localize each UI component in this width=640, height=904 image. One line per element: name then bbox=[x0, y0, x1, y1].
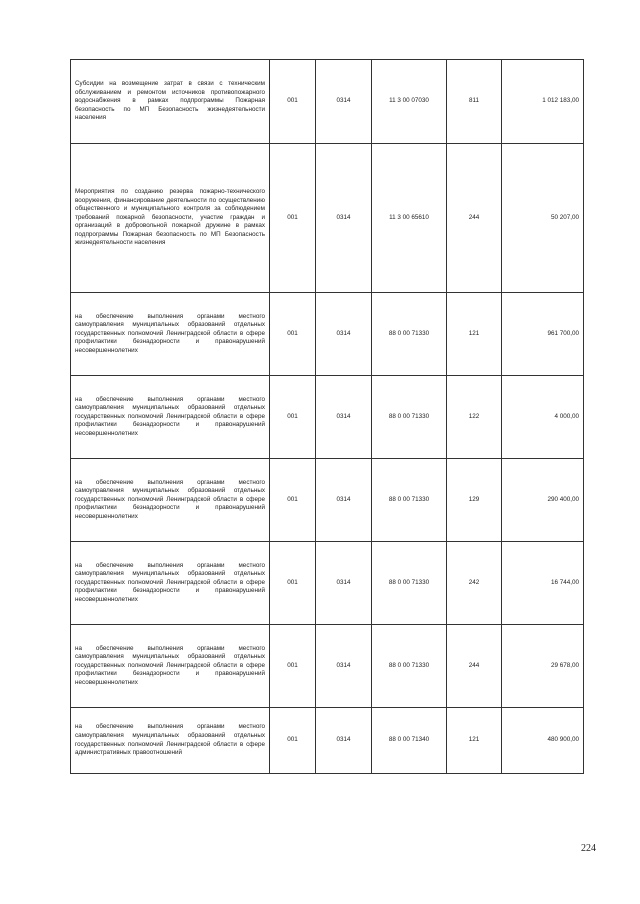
expense-type-code: 811 bbox=[447, 60, 502, 144]
admin-code: 001 bbox=[270, 708, 316, 774]
section-code: 0314 bbox=[316, 144, 372, 293]
admin-code: 001 bbox=[270, 542, 316, 625]
expense-type-code: 129 bbox=[447, 459, 502, 542]
expense-type-code: 244 bbox=[447, 144, 502, 293]
row-description: на обеспечение выполнения органами местного самоуправления муниципальных образований отдельных государственных полномочий Ленинградской области в сфере профилактики безнадзорности и правонарушений несовершеннолетних bbox=[71, 542, 270, 625]
page-number: 224 bbox=[581, 843, 596, 854]
amount-value: 29 678,00 bbox=[502, 625, 584, 708]
expense-type-code: 122 bbox=[447, 376, 502, 459]
amount-value: 16 744,00 bbox=[502, 542, 584, 625]
table-row bbox=[71, 708, 584, 774]
admin-code: 001 bbox=[270, 293, 316, 376]
target-article-code: 88 0 00 71330 bbox=[372, 459, 447, 542]
table-row bbox=[71, 625, 584, 708]
section-code: 0314 bbox=[316, 542, 372, 625]
amount-value: 1 012 183,00 bbox=[502, 60, 584, 144]
target-article-code: 88 0 00 71330 bbox=[372, 542, 447, 625]
section-code: 0314 bbox=[316, 376, 372, 459]
row-description: на обеспечение выполнения органами местного самоуправления муниципальных образований отдельных государственных полномочий Ленинградской области в сфере профилактики безнадзорности и правонарушений несовершеннолетних bbox=[71, 459, 270, 542]
expense-type-code: 242 bbox=[447, 542, 502, 625]
table-row bbox=[71, 459, 584, 542]
table-row bbox=[71, 293, 584, 376]
target-article-code: 88 0 00 71330 bbox=[372, 625, 447, 708]
target-article-code: 11 3 00 65610 bbox=[372, 144, 447, 293]
section-code: 0314 bbox=[316, 708, 372, 774]
section-code: 0314 bbox=[316, 293, 372, 376]
amount-value: 290 400,00 bbox=[502, 459, 584, 542]
expense-type-code: 121 bbox=[447, 708, 502, 774]
admin-code: 001 bbox=[270, 376, 316, 459]
target-article-code: 11 3 00 07030 bbox=[372, 60, 447, 144]
admin-code: 001 bbox=[270, 144, 316, 293]
expense-type-code: 121 bbox=[447, 293, 502, 376]
target-article-code: 88 0 00 71340 bbox=[372, 708, 447, 774]
expense-type-code: 244 bbox=[447, 625, 502, 708]
row-description: на обеспечение выполнения органами местного самоуправления муниципальных образований отдельных государственных полномочий Ленинградской области в сфере административных правоотношений bbox=[71, 708, 270, 774]
row-description: Субсидии на возмещение затрат в связи с техническим обслуживанием и ремонтом источников противопожарного водоснабжения в рамках подпрограммы Пожарная безопасность по МП Безопасность жизнедеятельности населения bbox=[71, 60, 270, 144]
target-article-code: 88 0 00 71330 bbox=[372, 293, 447, 376]
admin-code: 001 bbox=[270, 60, 316, 144]
row-description: Мероприятия по созданию резерва пожарно-технического вооружения, финансирование деятельности по осуществлению общественного и муниципального контроля за соблюдением требований пожарной безопасности, участие граждан и организаций в добровольной пожарной дружине в рамках подпрограммы Пожарная безопасность по МП Безопасность жизнедеятельности населения bbox=[71, 144, 270, 293]
amount-value: 480 900,00 bbox=[502, 708, 584, 774]
target-article-code: 88 0 00 71330 bbox=[372, 376, 447, 459]
amount-value: 961 700,00 bbox=[502, 293, 584, 376]
table-row bbox=[71, 376, 584, 459]
table-row bbox=[71, 542, 584, 625]
section-code: 0314 bbox=[316, 60, 372, 144]
amount-value: 4 000,00 bbox=[502, 376, 584, 459]
section-code: 0314 bbox=[316, 625, 372, 708]
admin-code: 001 bbox=[270, 459, 316, 542]
table-row bbox=[71, 144, 584, 293]
row-description: на обеспечение выполнения органами местного самоуправления муниципальных образований отдельных государственных полномочий Ленинградской области в сфере профилактики безнадзорности и правонарушений несовершеннолетних bbox=[71, 376, 270, 459]
amount-value: 50 207,00 bbox=[502, 144, 584, 293]
row-description: на обеспечение выполнения органами местного самоуправления муниципальных образований отдельных государственных полномочий Ленинградской области в сфере профилактики безнадзорности и правонарушений несовершеннолетних bbox=[71, 293, 270, 376]
budget-table bbox=[70, 59, 584, 774]
table-row bbox=[71, 60, 584, 144]
section-code: 0314 bbox=[316, 459, 372, 542]
row-description: на обеспечение выполнения органами местного самоуправления муниципальных образований отдельных государственных полномочий Ленинградской области в сфере профилактики безнадзорности и правонарушений несовершеннолетних bbox=[71, 625, 270, 708]
admin-code: 001 bbox=[270, 625, 316, 708]
